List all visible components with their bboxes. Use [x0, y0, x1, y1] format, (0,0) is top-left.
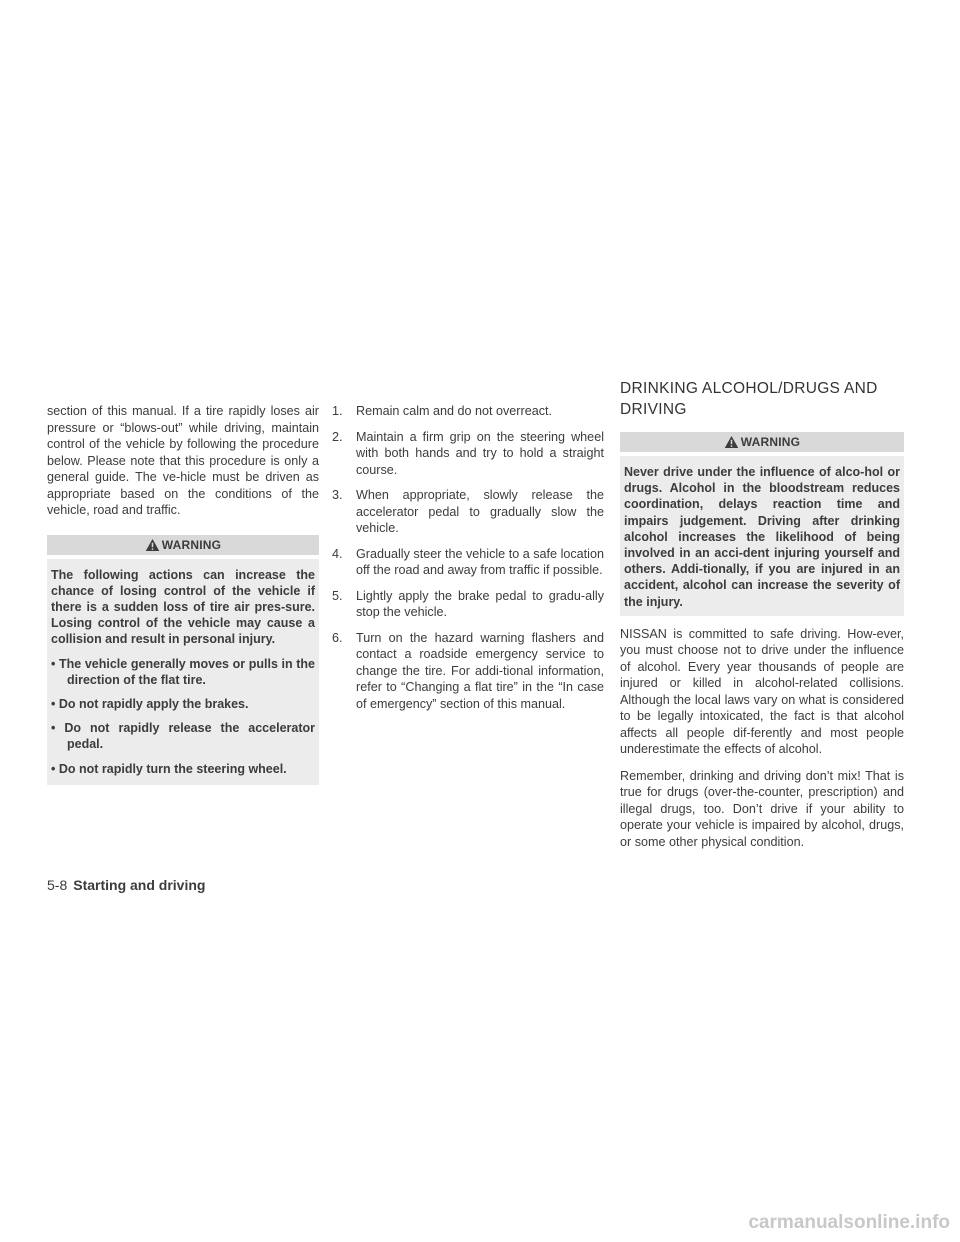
watermark: carmanualsonline.info: [748, 1212, 950, 1233]
warning-bullet: • Do not rapidly apply the brakes.: [51, 696, 249, 711]
footer-section-title: Starting and driving: [73, 877, 206, 893]
step-text: When appropriate, slowly release the accelerator pedal to gradually slow the vehicle.: [356, 488, 604, 535]
step-item: [332, 546, 604, 579]
step-item: [332, 588, 604, 621]
step-item: [332, 487, 604, 537]
page-footer: [47, 877, 205, 893]
step-text: Maintain a firm grip on the steering wheel with both hands and try to hold a straight course.: [356, 429, 604, 477]
warning-label: WARNING: [161, 537, 222, 552]
section-title: DRINKING ALCOHOL/DRUGS AND DRIVING: [620, 380, 878, 418]
warning-box: [620, 432, 904, 616]
step-text: Turn on the hazard warning flashers and contact a roadside emergency service to change the tire. For addi-tional information, refer to “Changing a flat tire” in the “In case of emergency” section of this manual.: [356, 630, 604, 711]
column-right: [620, 378, 904, 860]
step-number: 2.: [332, 429, 343, 444]
column-middle: [332, 403, 604, 721]
step-item: [332, 630, 604, 713]
step-item: [332, 403, 604, 420]
step-text: Remain calm and do not overreact.: [356, 404, 553, 418]
column-left: [47, 403, 319, 785]
warning-body: [620, 456, 904, 616]
warning-text: The following actions can increase the chance of losing control of the vehicle if there is a sudden loss of tire air pres-sure. Losing control of the vehicle may cause a collision and result in personal injury.: [51, 567, 315, 647]
step-number: 3.: [332, 488, 343, 502]
page-number: 5-8: [47, 877, 68, 893]
warning-bullet: • The vehicle generally moves or pulls in the direction of the flat tire.: [51, 656, 315, 687]
warning-header: [47, 535, 319, 555]
warning-text: Never drive under the influence of alco-hol or drugs. Alcohol in the bloodstream reduces coordination, delays reaction time and impairs judgement. Driving after drinking alcohol increases the likelihood of being involved in an acci-dent injuring yourself and others. Addi-tionally, if you are injured in an accident, alcohol can increase the severity of the injury.: [624, 465, 900, 609]
warning-bullet: • Do not rapidly release the accelerator pedal.: [51, 721, 315, 752]
warning-label: WARNING: [740, 435, 801, 449]
intro-paragraph: section of this manual. If a tire rapidly loses air pressure or “blows-out” while driving, maintain control of the vehicle by following the procedure below. Please note that this procedure is only a general guide. The ve-hicle must be driven as appropriate based on the conditions of the vehicle, road and traffic.: [47, 404, 319, 517]
step-item: [332, 429, 604, 479]
body-paragraph: Remember, drinking and driving don’t mix! That is true for drugs (over-the-counter, prescription) and illegal drugs, too. Don’t drive if your ability to operate your vehicle is impaired by alcohol, drugs, or some other physical condition.: [620, 768, 904, 849]
warning-triangle-icon: [724, 435, 739, 449]
warning-body: [47, 559, 319, 785]
step-number: 6.: [332, 630, 343, 645]
warning-header: [620, 432, 904, 452]
step-text: Gradually steer the vehicle to a safe location off the road and away from traffic if possible.: [356, 546, 604, 577]
warning-bullet-list: [51, 656, 315, 777]
body-paragraph: NISSAN is committed to safe driving. How-ever, you must choose not to drive under the influence of alcohol. Every year thousands of people are injured or killed in alcohol-related collisions. Although the local laws vary on what is considered to be legally intoxicated, the fact is that alcohol affects all people dif-ferently and most people underestimate the effects of alcohol.: [620, 626, 904, 757]
step-number: 5.: [332, 588, 343, 603]
warning-bullet: • Do not rapidly turn the steering wheel.: [51, 761, 287, 776]
step-number: 1.: [332, 404, 343, 418]
step-text: Lightly apply the brake pedal to gradu-ally stop the vehicle.: [356, 588, 604, 619]
warning-triangle-icon: [145, 538, 160, 552]
step-number: 4.: [332, 546, 343, 561]
procedure-steps: [332, 403, 604, 712]
warning-box: [47, 535, 319, 785]
